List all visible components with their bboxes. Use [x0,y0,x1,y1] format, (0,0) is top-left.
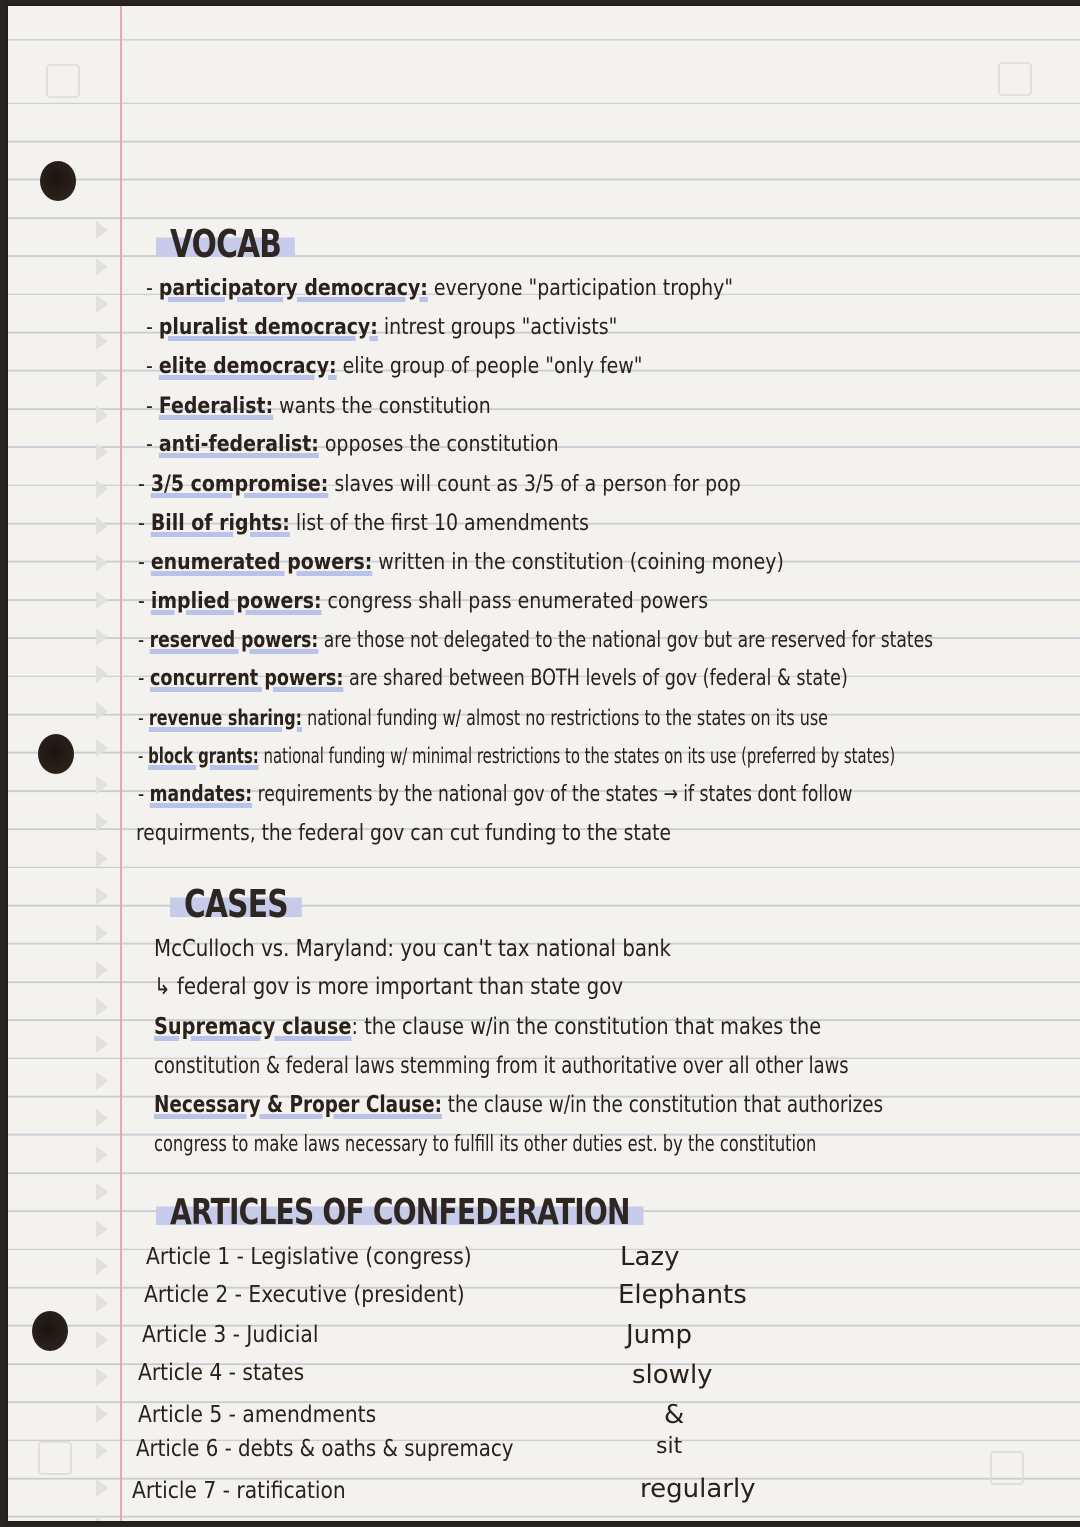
vocab-item: - block grants: national funding w/ minimal restrictions to the states on its use (preferred by states) [138,744,896,768]
mnemonic-word: slowly [632,1360,713,1390]
triangle-marker-icon [96,702,108,720]
cases-heading-text: CASES [170,882,302,926]
triangle-marker-icon [96,221,108,239]
triangle-marker-icon [96,258,108,276]
vocab-definition: elite group of people "only few" [336,354,643,379]
vocab-term: elite democracy: [158,354,337,379]
case-term: McCulloch vs. Maryland [154,936,388,962]
triangle-marker-icon [96,665,108,683]
vocab-heading [156,222,295,266]
article-item: Article 1 - Legislative (congress) [146,1244,472,1270]
triangle-marker-icon [96,1331,108,1349]
triangle-marker-icon [96,591,108,609]
article-item: Article 6 - debts & oaths & supremacy [136,1436,514,1462]
triangle-marker-icon [96,554,108,572]
mnemonic-word: sit [656,1434,683,1459]
notebook-page [8,6,1080,1521]
triangle-marker-icon [96,406,108,424]
triangle-marker-icon [96,1035,108,1053]
binder-hole [38,734,74,774]
triangle-marker-icon [96,1257,108,1275]
triangle-marker-icon [96,1183,108,1201]
vocab-term: pluralist democracy: [158,315,378,340]
triangle-marker-icon [96,776,108,794]
corner-mark-icon [46,64,80,98]
supremacy-clause [154,1014,821,1040]
triangle-marker-icon [96,443,108,461]
page-tab-markers [96,221,118,1521]
vocab-item: - anti-federalist: opposes the constitution [146,432,559,457]
vocab-term: enumerated powers: [150,550,373,575]
vocab-definition: are shared between BOTH levels of gov (federal & state) [343,666,848,691]
triangle-marker-icon [96,628,108,646]
vocab-definition: are those not delegated to the national gov but are reserved for states [318,628,934,653]
vocab-item: - Federalist: wants the constitution [146,394,491,419]
necessary-proper-clause-cont: congress to make laws necessary to fulfill its other duties est. by the constitution [154,1132,817,1157]
triangle-marker-icon [96,332,108,350]
triangle-marker-icon [96,1220,108,1238]
triangle-marker-icon [96,998,108,1016]
triangle-marker-icon [96,887,108,905]
corner-mark-icon [998,62,1032,96]
vocab-item: - enumerated powers: written in the constitution (coining money) [138,550,784,575]
article-item: Article 3 - Judicial [142,1322,319,1348]
triangle-marker-icon [96,1294,108,1312]
mnemonic-word: Elephants [618,1280,747,1310]
vocab-definition: congress shall pass enumerated powers [321,589,709,614]
case-mcculloch [154,936,671,962]
case-term: Supremacy clause [154,1014,352,1040]
vocab-item: - elite democracy: elite group of people "only few" [146,354,643,379]
vocab-definition: wants the constitution [273,394,491,419]
vocab-term: Bill of rights: [150,511,290,536]
vocab-continuation: requirments, the federal gov can cut funding to the state [136,821,671,846]
article-item: Article 5 - amendments [138,1402,377,1428]
vocab-definition: national funding w/ almost no restrictions to the states on its use [302,706,829,730]
vocab-definition: everyone "participation trophy" [427,276,734,301]
vocab-item: - reserved powers: are those not delegated to the national gov but are reserved for states [138,628,934,653]
triangle-marker-icon [96,1516,108,1521]
vocab-term: Federalist: [158,394,274,419]
mnemonic-word: regularly [640,1474,756,1504]
vocab-item: - pluralist democracy: intrest groups "activists" [146,315,618,340]
triangle-marker-icon [96,924,108,942]
article-item: Article 7 - ratification [132,1478,346,1504]
vocab-definition: opposes the constitution [318,432,559,457]
article-item: Article 4 - states [138,1360,305,1386]
binder-hole [32,1311,68,1351]
triangle-marker-icon [96,517,108,535]
vocab-item: - Bill of rights: list of the first 10 amendments [138,511,590,536]
vocab-item: - concurrent powers: are shared between BOTH levels of gov (federal & state) [138,666,848,691]
corner-mark-icon [38,1441,72,1475]
triangle-marker-icon [96,295,108,313]
vocab-item: - 3/5 compromise: slaves will count as 3/5 of a person for pop [138,472,741,497]
vocab-term: participatory democracy: [158,276,428,301]
vocab-term: implied powers: [150,589,322,614]
triangle-marker-icon [96,813,108,831]
triangle-marker-icon [96,1479,108,1497]
vocab-term: anti-federalist: [158,432,319,457]
mnemonic-word: Lazy [620,1242,680,1272]
article-item: Article 2 - Executive (president) [144,1282,465,1308]
vocab-term: block grants: [148,744,259,768]
supremacy-clause-cont: constitution & federal laws stemming from it authoritative over all other laws [154,1053,849,1079]
vocab-definition: written in the constitution (coining money) [372,550,784,575]
binder-hole [40,161,76,201]
triangle-marker-icon [96,1109,108,1127]
triangle-marker-icon [96,961,108,979]
triangle-marker-icon [96,1072,108,1090]
vocab-definition: slaves will count as 3/5 of a person for pop [328,472,741,497]
vocab-term: reserved powers: [149,628,319,653]
corner-mark-icon [990,1451,1024,1485]
vocab-item: - mandates: requirements by the national gov of the states → if states dont follow [138,782,853,807]
vocab-term: revenue sharing: [148,706,303,730]
triangle-marker-icon [96,1405,108,1423]
triangle-marker-icon [96,369,108,387]
mnemonic-word: Jump [626,1320,692,1350]
mnemonic-word: & [664,1400,685,1430]
margin-line [120,6,122,1521]
vocab-definition: national funding w/ minimal restrictions to the states on its use (preferred by states) [258,744,896,768]
necessary-proper-clause [154,1092,883,1118]
vocab-definition: list of the first 10 amendments [289,511,590,536]
articles-heading-text: ARTICLES OF CONFEDERATION [156,1192,644,1233]
triangle-marker-icon [96,850,108,868]
vocab-term: concurrent powers: [149,666,344,691]
vocab-term: 3/5 compromise: [150,472,329,497]
vocab-item: - revenue sharing: national funding w/ almost no restrictions to the states on its use [138,706,829,730]
vocab-item: - implied powers: congress shall pass enumerated powers [138,589,709,614]
triangle-marker-icon [96,1368,108,1386]
vocab-term: mandates: [149,782,253,807]
articles-heading [156,1192,644,1233]
triangle-marker-icon [96,739,108,757]
case-definition: : the clause w/in the constitution that makes the [351,1014,822,1040]
case-definition: : you can't tax national bank [387,936,671,962]
vocab-heading-text: VOCAB [156,222,295,266]
triangle-marker-icon [96,1146,108,1164]
vocab-item: - participatory democracy: everyone "participation trophy" [146,276,734,301]
case-term: Necessary & Proper Clause: [154,1092,442,1118]
case-definition: the clause w/in the constitution that authorizes [441,1092,884,1118]
vocab-definition: requirements by the national gov of the states → if states dont follow [252,782,853,807]
case-note: ↳ federal gov is more important than state gov [154,974,624,1000]
triangle-marker-icon [96,480,108,498]
vocab-definition: intrest groups "activists" [377,315,618,340]
triangle-marker-icon [96,1442,108,1460]
cases-heading [170,882,302,926]
